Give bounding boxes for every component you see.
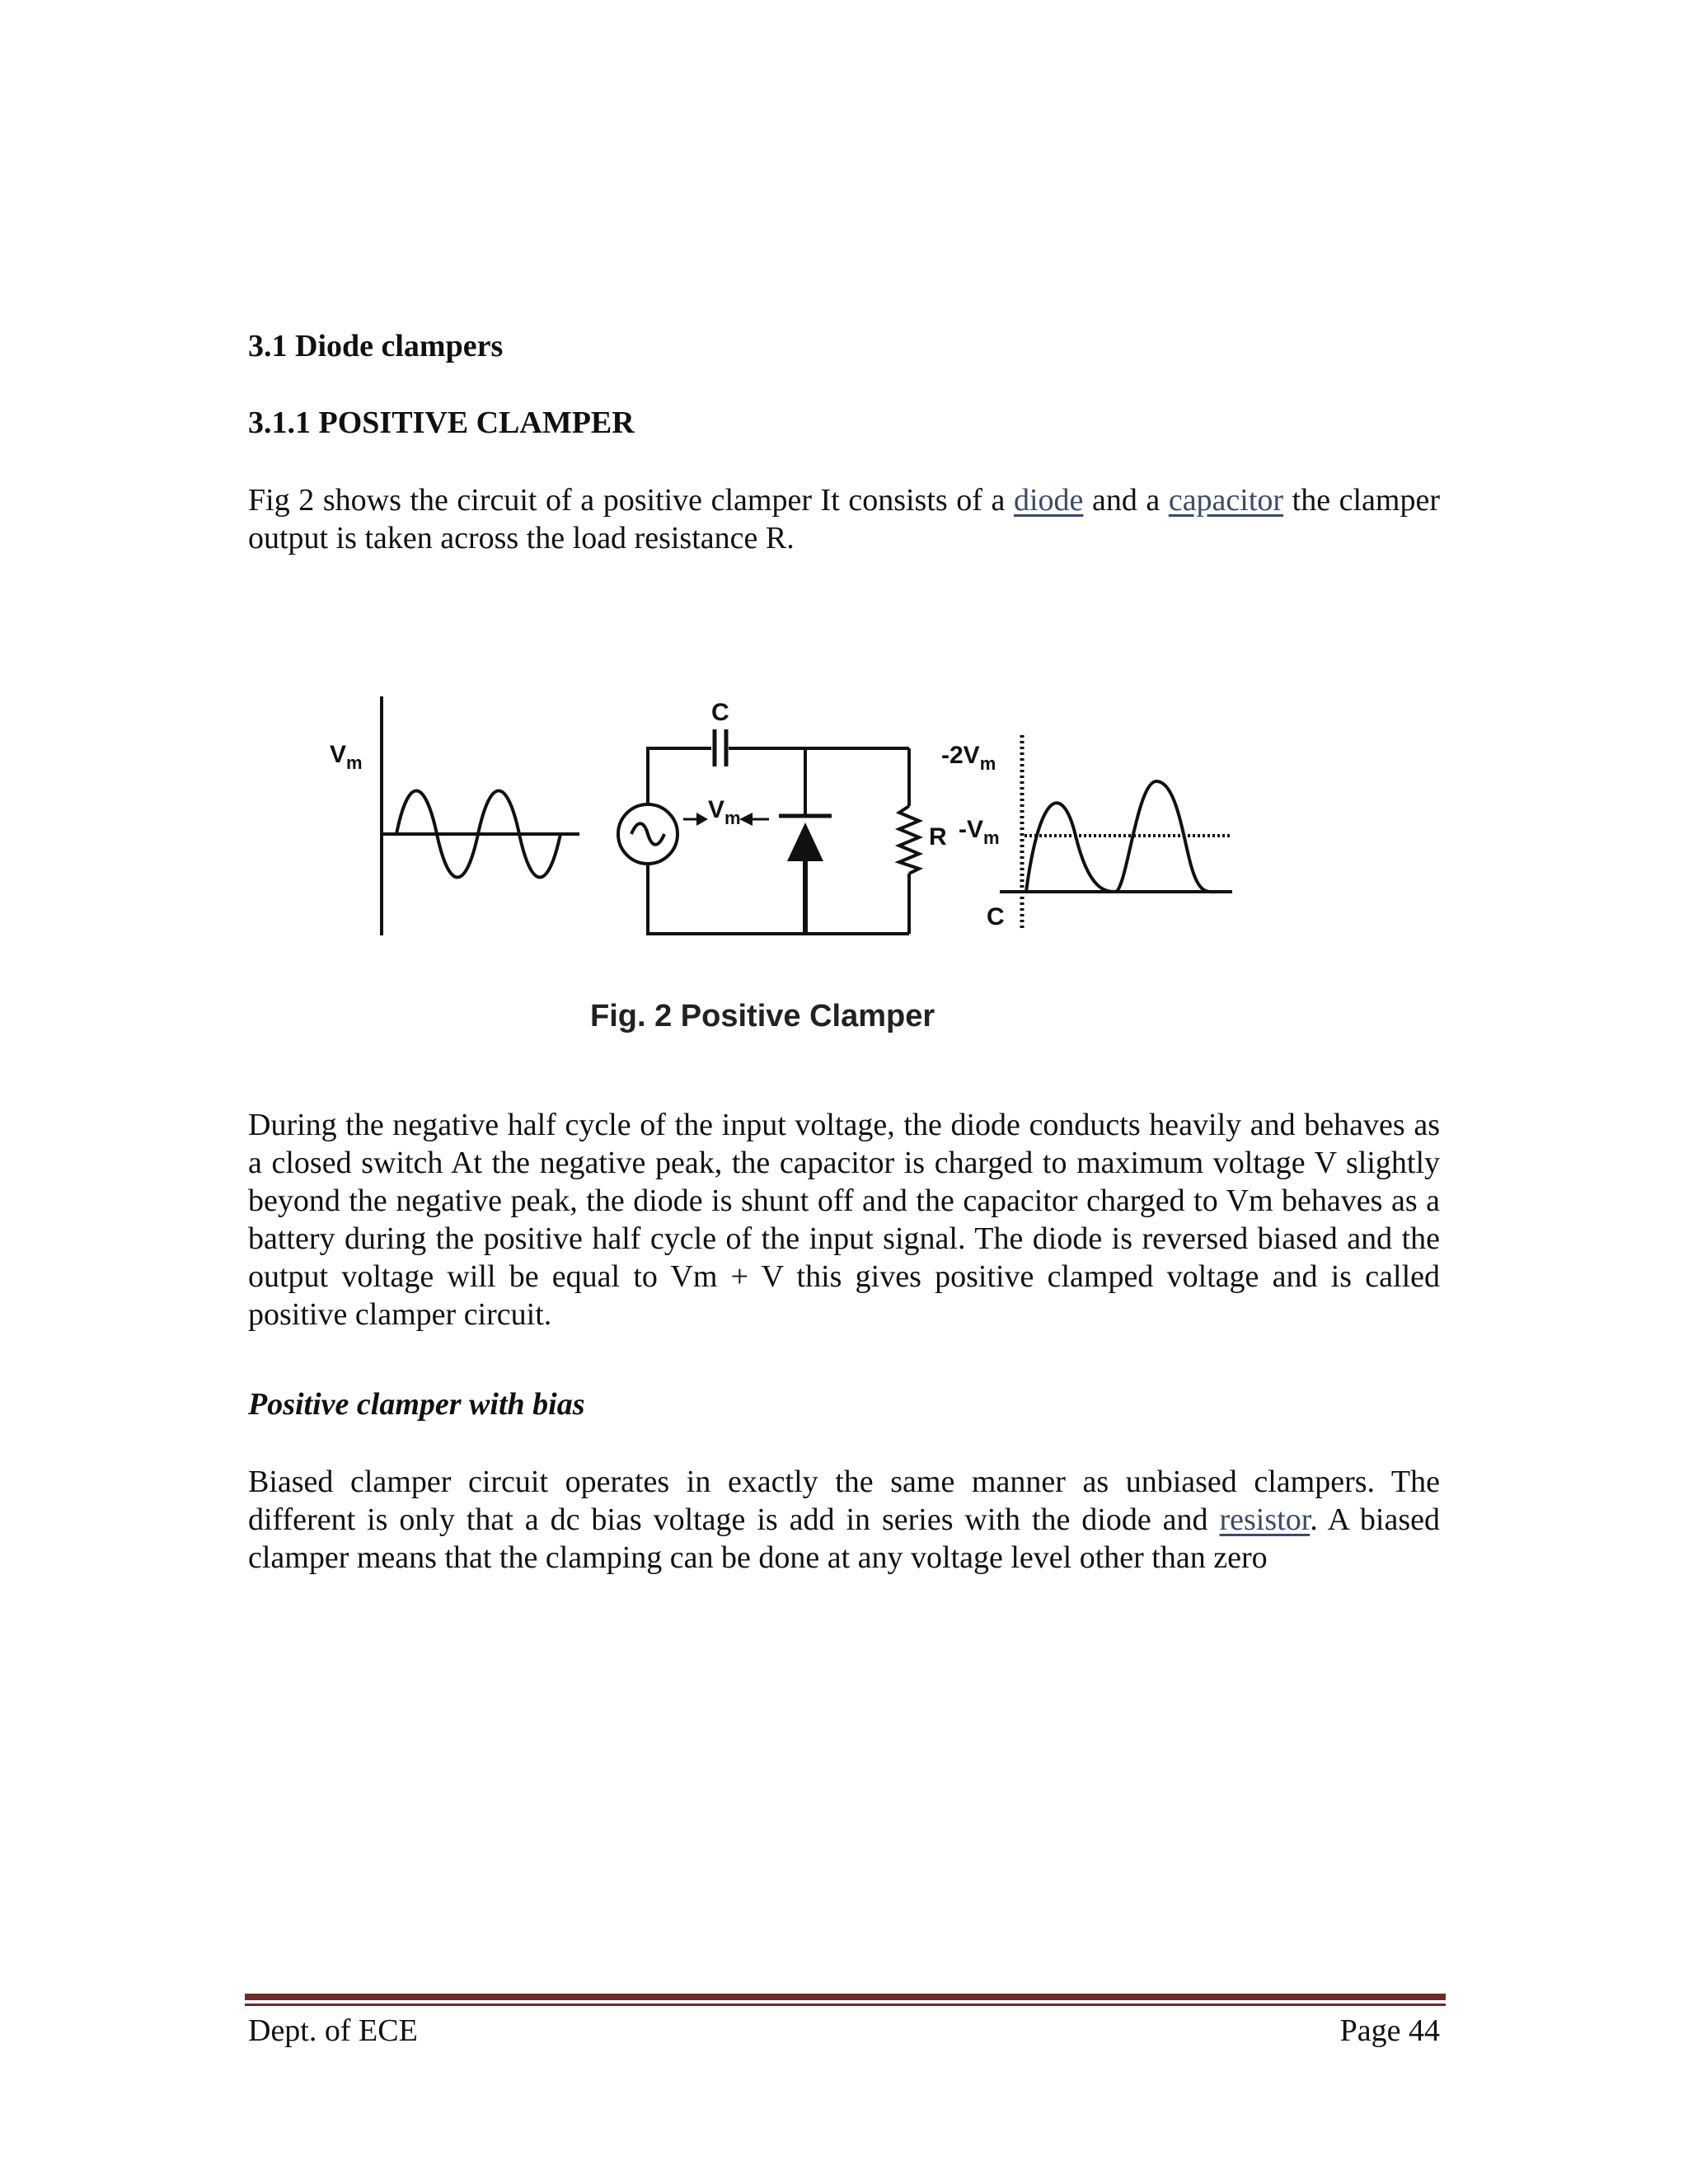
subsection-heading: 3.1.1 POSITIVE CLAMPER [248, 405, 635, 440]
bias-text-2: . A biased clamper means that the clamping can be done at any voltage level other than zero [248, 1502, 1440, 1575]
label-neg-vm: $-V_m$ [959, 816, 1000, 848]
operation-paragraph: During the negative half cycle of the input voltage, the diode conducts heavily and behaves as a closed switch At the negative peak, the capacitor is charged to maximum voltage V slightly beyond the negative peak, the diode is shunt off and the capacitor charged to Vm behaves as a battery during the positive half cycle of the input signal. The diode is reversed biased and the output voltage will be equal to Vm + V this gives positive clamped voltage and is called positive clamper circuit. [248, 1108, 1440, 1332]
intro-text-3: the clamper output is taken across the load resistance R. [248, 483, 1440, 555]
section-heading: 3.1 Diode clampers [248, 329, 504, 363]
footer-page-number: Page 44 [1339, 2013, 1440, 2048]
label-c-top: C [711, 699, 729, 726]
intro-paragraph [248, 481, 1440, 557]
resistor-zigzag [899, 806, 919, 874]
figure-caption: Fig. 2 Positive Clamper [590, 999, 935, 1033]
positive-clamper-figure [317, 684, 1257, 972]
bias-text-1: Biased clamper circuit operates in exactly the same manner as unbiased clampers. The different is only that a dc bias voltage is add in series with the diode and [248, 1465, 1440, 1537]
diode-triangle [787, 823, 823, 861]
bias-heading: Positive clamper with bias [248, 1387, 585, 1422]
vm-arrow-right-head [696, 813, 708, 826]
intro-text-1: Fig 2 shows the circuit of a positive clamper It consists of a [248, 483, 1014, 518]
label-neg-2vm: $-2V_m$ [941, 742, 996, 774]
footer-rule-thick [245, 1994, 1446, 2000]
wire-left-top [648, 748, 711, 804]
vm-arrow-left-head [739, 813, 753, 826]
label-vm-mid: $V_m$ [708, 796, 741, 828]
bias-paragraph [248, 1463, 1440, 1577]
footer-department: Dept. of ECE [248, 2013, 418, 2048]
ac-source-sine [631, 823, 664, 845]
label-r: R [929, 823, 947, 851]
diode-link[interactable]: diode [1013, 483, 1084, 518]
resistor-link[interactable]: resistor [1219, 1502, 1311, 1537]
label-c-bottom: C [987, 903, 1005, 930]
intro-text-2: and a [1083, 483, 1169, 518]
capacitor-link[interactable]: capacitor [1168, 483, 1284, 518]
wire-left-bottom [648, 864, 909, 934]
label-vm-input: $V_m$ [330, 741, 363, 773]
footer-rule-thin [245, 2004, 1446, 2006]
